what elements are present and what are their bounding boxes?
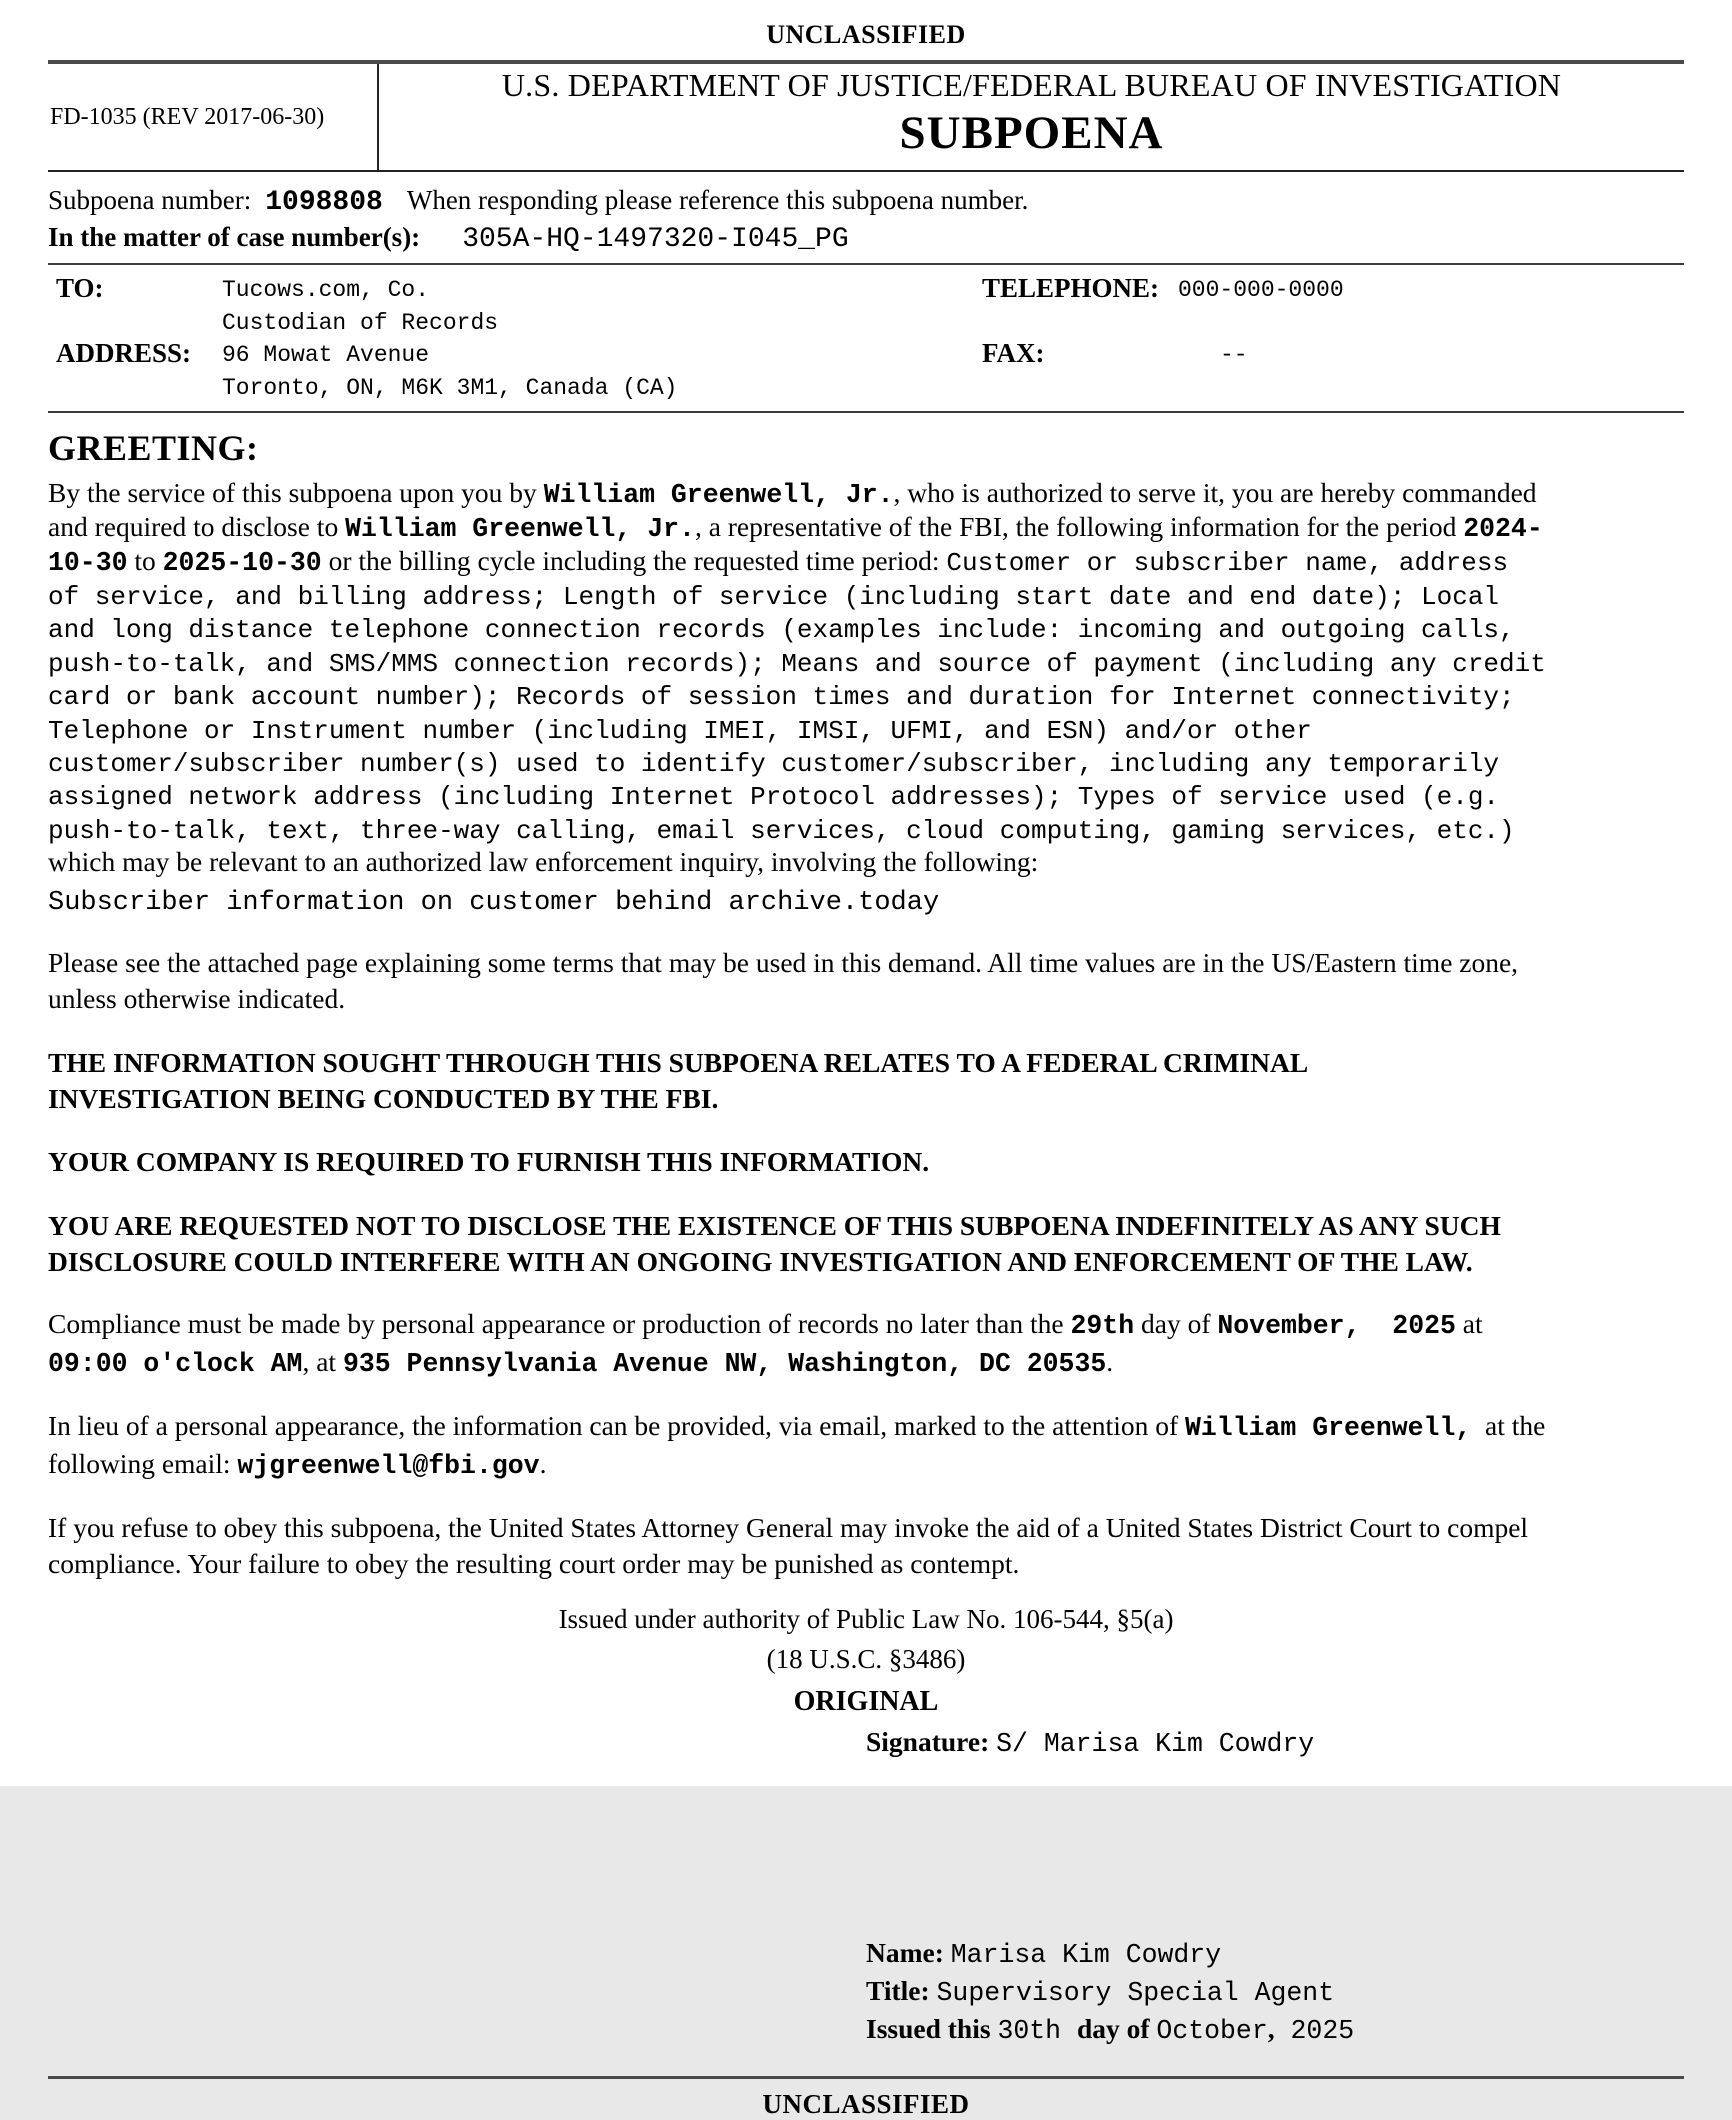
text-segment: October: [1156, 2016, 1268, 2047]
subpoena-number-row: [48, 185, 1684, 218]
agency-title: U.S. DEPARTMENT OF JUSTICE/FEDERAL BUREAU OF INVESTIGATION: [501, 67, 1562, 103]
usc-line: (18 U.S.C. §3486): [766, 1644, 966, 1675]
investigation-notice: THE INFORMATION SOUGHT THROUGH THIS SUBPOENA RELATES TO A FEDERAL CRIMINAL INVESTIGATION BEING CONDUCTED BY THE FBI.: [48, 1046, 1307, 1114]
text-segment: at the following email:: [48, 1409, 1553, 1479]
name-label: Name:: [866, 1937, 944, 1969]
title-value: Supervisory Special Agent: [936, 1978, 1335, 2009]
spacer-cell: [982, 306, 1178, 336]
text-segment: to: [127, 545, 163, 576]
subpoena-number-value: 1098808: [265, 187, 383, 218]
signature-row: [866, 1726, 1684, 1759]
text-segment: at: [1455, 1307, 1490, 1339]
classification-banner-bottom: UNCLASSIFIED: [762, 2089, 970, 2120]
fax-value: --: [1220, 342, 1248, 368]
furnish-notice: YOUR COMPANY IS REQUIRED TO FURNISH THIS INFORMATION.: [48, 1146, 930, 1178]
refusal-warning: If you refuse to obey this subpoena, the United States Attorney General may invoke the aid of a United States District Court to compel compliance. Your failure to obey the resulting court order may be punished as contempt.: [48, 1511, 1529, 1579]
fax-label: FAX:: [982, 338, 1045, 368]
text-segment: In lieu of a personal appearance, the information can be provided, via email, marked to the attention of: [48, 1409, 1185, 1441]
signature-value: S/ Marisa Kim Cowdry: [996, 1729, 1315, 1760]
address-label: ADDRESS:: [56, 338, 192, 368]
text-segment: , a representative of the FBI, the following information for the period: [694, 511, 1464, 542]
form-header-title-cell: [379, 64, 1684, 170]
document-title: SUBPOENA: [899, 107, 1164, 159]
greeting-paragraph: [48, 477, 1562, 878]
text-segment: .: [539, 1447, 547, 1479]
signer-block: [866, 1937, 1684, 2046]
text-segment: 09:00 o'clock AM: [48, 1348, 303, 1379]
form-number: FD-1035 (REV 2017-06-30): [48, 64, 379, 170]
text-segment: 935 Pennsylvania Avenue NW, Washington, DC 20535: [342, 1348, 1107, 1379]
text-segment: Issued this: [866, 2013, 998, 2045]
greeting-heading: GREETING:: [48, 428, 259, 468]
name-value: Marisa Kim Cowdry: [950, 1940, 1222, 1971]
text-segment: 29th: [1070, 1310, 1135, 1341]
spacer-cell: [982, 371, 1178, 401]
to-label: TO:: [56, 273, 104, 303]
text-segment: , who is authorized to serve it, you are hereby commanded and required to disclose to: [48, 477, 1544, 542]
text-segment: day of: [1134, 1307, 1218, 1339]
text-segment: William Greenwell, Jr.: [345, 514, 695, 544]
nondisclosure-notice: YOU ARE REQUESTED NOT TO DISCLOSE THE EXISTENCE OF THIS SUBPOENA INDEFINITELY AS ANY SUCH DISCLOSURE COULD INTERFERE WITH AN ONGOING INVESTIGATION AND ENFORCEMENT OF THE LAW.: [48, 1210, 1501, 1277]
text-segment: William Greenwell, Jr.: [543, 480, 894, 510]
text-segment: .: [1106, 1345, 1114, 1377]
text-segment: which may be relevant to an authorized law enforcement inquiry, involving the following:: [48, 812, 1522, 878]
reference-note: When responding please reference this subpoena number.: [406, 185, 1029, 215]
text-segment: William Greenwell,: [1185, 1412, 1472, 1443]
form-header-box: [48, 60, 1684, 172]
address-line-2: Toronto, ON, M6K 3M1, Canada (CA): [222, 375, 678, 401]
attached-terms-note: Please see the attached page explaining some terms that may be used in this demand. All time values are in the US/Eastern time zone, unless otherwise indicated.: [48, 947, 1519, 1015]
issued-date-line: [866, 2013, 1684, 2046]
compliance-paragraph: [48, 1306, 1558, 1382]
text-segment: day of: [1076, 2013, 1157, 2045]
case-number-row: [48, 222, 1684, 265]
spacer-cell: [56, 371, 222, 401]
authority-line: Issued under authority of Public Law No. 106-544, §5(a): [558, 1604, 1174, 1635]
text-segment: Customer or subscriber name, address of service, and billing address; Length of service (including start date and end date); Local and long distance telephone connection records (examples include: incoming and outgoing calls, push-to-talk, and SMS/MMS connection records); Means and source of payment (including any credit card or bank account number); Records of session times and duration for Internet connectivity; Telephone or Instrument number (including IMEI, IMSI, UFMI, and ESN) and/or other customer/subscriber number(s) used to identify customer/subscriber, including any temporarily assigned network address (including Internet Protocol addresses); Types of service used (e.g. push-to-talk, text, three-way calling, email services, cloud computing, gaming services, etc.): [48, 548, 1562, 846]
text-segment: 30th: [997, 2016, 1077, 2047]
classification-banner-top: UNCLASSIFIED: [766, 20, 966, 49]
signature-label: Signature:: [866, 1726, 990, 1758]
text-segment: ,: [1267, 2013, 1275, 2045]
telephone-label: TELEPHONE:: [982, 273, 1160, 303]
original-label: ORIGINAL: [793, 1686, 939, 1718]
request-subject: Subscriber information on customer behind archive.today: [48, 888, 940, 919]
text-segment: 2025: [1274, 2016, 1355, 2047]
text-segment: November, 2025: [1217, 1310, 1456, 1341]
case-number-label: In the matter of case number(s):: [48, 222, 421, 252]
text-segment: or the billing cycle including the requested time period:: [321, 545, 947, 576]
spacer-cell: [1178, 371, 1684, 401]
email-alternative-paragraph: [48, 1408, 1558, 1484]
spacer-cell: [1178, 306, 1684, 336]
footer-rule: [48, 2076, 1684, 2079]
spacer-cell: [56, 306, 222, 336]
address-line-1: 96 Mowat Avenue: [222, 342, 430, 368]
recipient-name: Tucows.com, Co.: [222, 277, 430, 303]
case-number-value: 305A-HQ-1497320-I045_PG: [462, 224, 849, 255]
text-segment: , at: [302, 1345, 343, 1377]
signer-title-row: [866, 1975, 1684, 2008]
subpoena-number-label: Subpoena number:: [48, 185, 252, 215]
text-segment: wjgreenwell@fbi.gov: [237, 1450, 540, 1481]
text-segment: 2025-10-30: [162, 548, 322, 578]
telephone-value: 000-000-0000: [1178, 277, 1344, 303]
text-segment: By the service of this subpoena upon you by: [48, 477, 544, 508]
title-label: Title:: [866, 1975, 930, 2007]
signer-name-row: [866, 1937, 1684, 1970]
text-segment: Compliance must be made by personal appearance or production of records no later than the: [48, 1307, 1071, 1339]
text-segment: 2024-10-30: [48, 514, 1543, 578]
recipient-custodian: Custodian of Records: [222, 310, 499, 336]
recipient-block: [48, 265, 1684, 413]
